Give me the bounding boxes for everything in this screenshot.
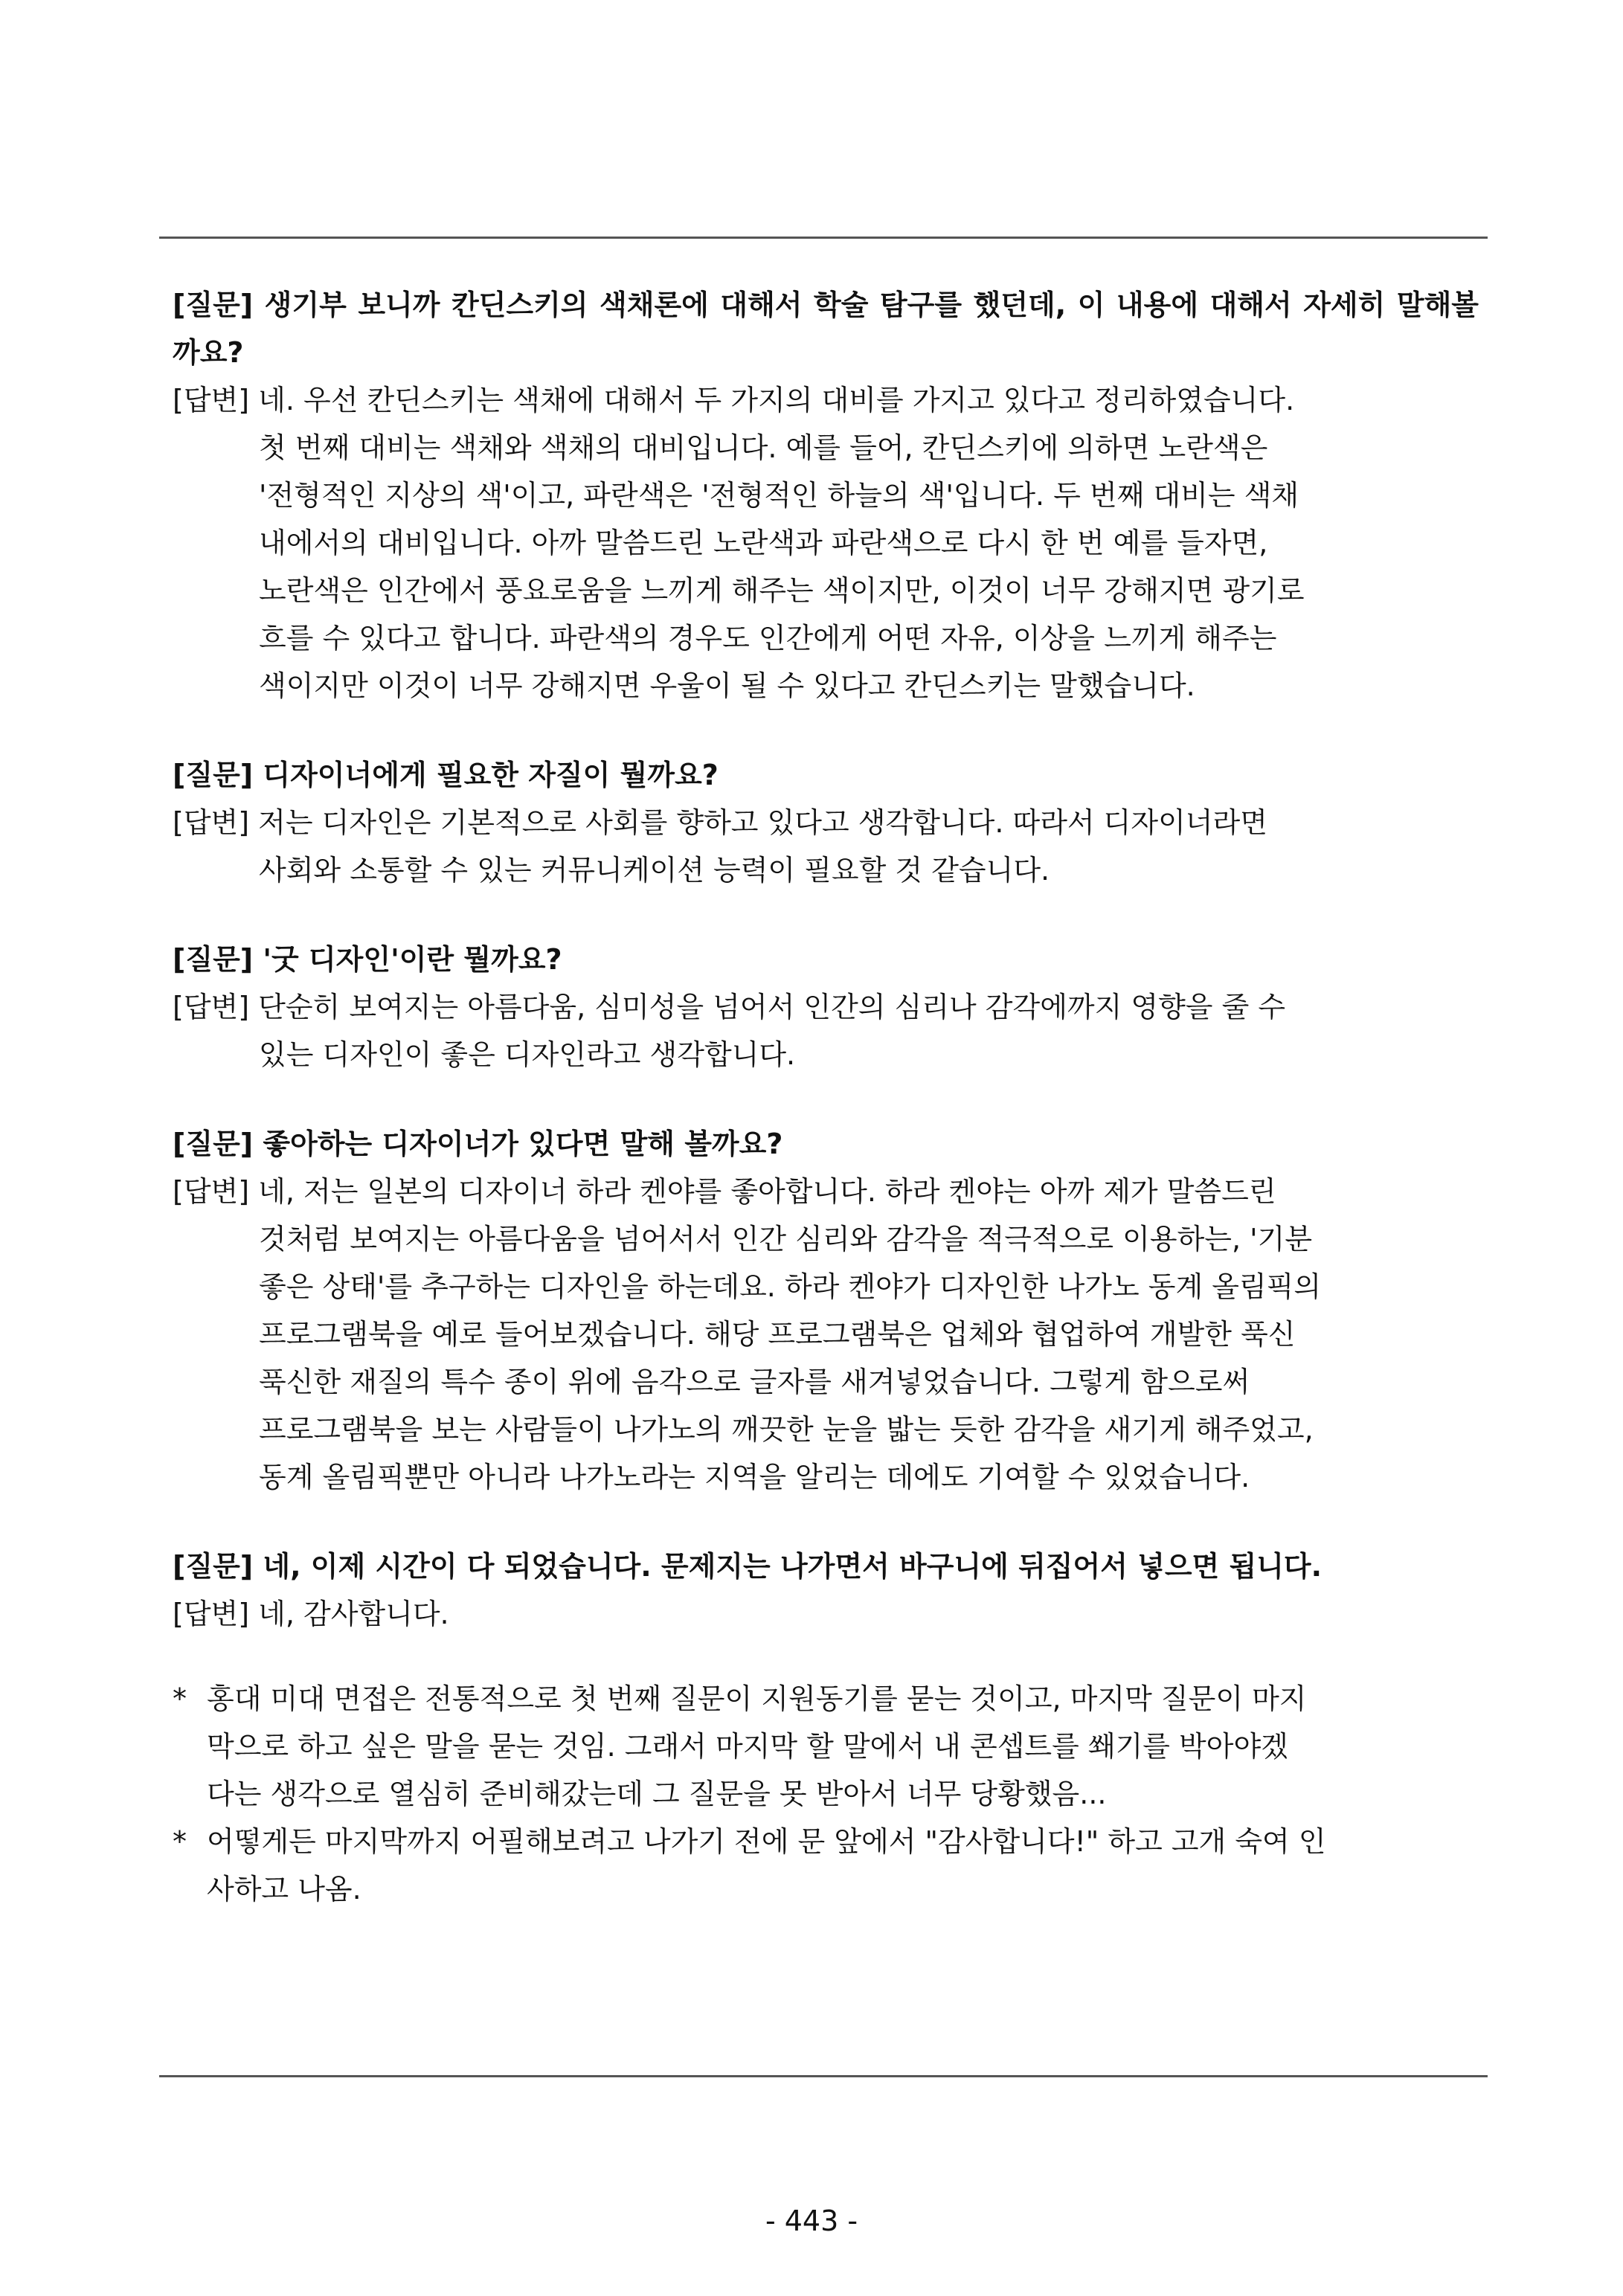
answer-line: 사회와 소통할 수 있는 커뮤니케이션 능력이 필요할 것 같습니다. <box>259 854 1050 887</box>
top-divider <box>159 237 1488 239</box>
answer-line: 색이지만 이것이 너무 강해지면 우울이 될 수 있다고 칸딘스키는 말했습니다. <box>259 669 1195 702</box>
answer-line: [답변] 네. 우선 칸딘스키는 색채에 대해서 두 가지의 대비를 가지고 있다고 정리하였습니다. <box>173 384 1295 417</box>
note-1 <box>173 1675 1479 1818</box>
question-5: [질문] 네, 이제 시간이 다 되었습니다. 문제지는 나가면서 바구니에 뒤집어서 넣으면 됩니다. <box>173 1550 1322 1583</box>
answer-line: 푹신한 재질의 특수 종이 위에 음각으로 글자를 새겨넣었습니다. 그렇게 함으로써 <box>259 1366 1250 1398</box>
answer-5 <box>173 1590 1479 1638</box>
answer-line: [답변] 단순히 보여지는 아름다움, 심미성을 넘어서 인간의 심리나 감각에까지 영향을 줄 수 <box>173 991 1286 1023</box>
question-2: [질문] 디자이너에게 필요한 자질이 뭘까요? <box>173 759 719 791</box>
note-bullet: * <box>173 1825 187 1858</box>
answer-line: [답변] 네, 저는 일본의 디자이너 하라 켄야를 좋아합니다. 하라 켄야는 아까 제가 말씀드린 <box>173 1175 1276 1208</box>
note-line: 사하고 나옴. <box>207 1873 361 1906</box>
answer-line: 것처럼 보여지는 아름다움을 넘어서서 인간 심리와 감각을 적극적으로 이용하는, '기분 <box>259 1223 1313 1255</box>
answer-line: 첫 번째 대비는 색채와 색채의 대비입니다. 예를 들어, 칸딘스키에 의하면 노란색은 <box>259 431 1268 464</box>
answer-line: 동계 올림픽뿐만 아니라 나가노라는 지역을 알리는 데에도 기여할 수 있었습니다. <box>259 1461 1250 1493</box>
document-body <box>173 281 1479 1913</box>
answer-1 <box>173 376 1479 710</box>
answer-line: 있는 디자인이 좋은 디자인라고 생각합니다. <box>259 1038 796 1071</box>
note-line: 어떻게든 마지막까지 어필해보려고 나가기 전에 문 앞에서 "감사합니다!" 하고 고개 숙여 인 <box>207 1825 1326 1858</box>
bottom-divider <box>159 2075 1488 2077</box>
answer-2 <box>173 799 1479 894</box>
note-line: 홍대 미대 면접은 전통적으로 첫 번째 질문이 지원동기를 묻는 것이고, 마지막 질문이 마지 <box>207 1682 1307 1715</box>
answer-line: 좋은 상태'를 추구하는 디자인을 하는데요. 하라 켄야가 디자인한 나가노 동계 올림픽의 <box>259 1270 1322 1303</box>
answer-line: 내에서의 대비입니다. 아까 말씀드린 노란색과 파란색으로 다시 한 번 예를 들자면, <box>259 527 1268 559</box>
note-line: 막으로 하고 싶은 말을 묻는 것임. 그래서 마지막 할 말에서 내 콘셉트를 쐐기를 박아야겠 <box>207 1730 1288 1763</box>
answer-line: [답변] 저는 디자인은 기본적으로 사회를 향하고 있다고 생각합니다. 따라서 디자이너라면 <box>173 806 1267 839</box>
note-2 <box>173 1818 1479 1913</box>
answer-line: '전형적인 지상의 색'이고, 파란색은 '전형적인 하늘의 색'입니다. 두 번째 대비는 색채 <box>259 479 1299 512</box>
question-1: [질문] 생기부 보니까 칸딘스키의 색채론에 대해서 학술 탐구를 했던데, 이 내용에 대해서 자세히 말해볼까요? <box>173 289 1479 369</box>
note-line: 다는 생각으로 열심히 준비해갔는데 그 질문을 못 받아서 너무 당황했음... <box>207 1778 1107 1810</box>
answer-3 <box>173 983 1479 1078</box>
page-number: - 443 - <box>765 2205 858 2237</box>
question-3: [질문] '굿 디자인'이란 뭘까요? <box>173 943 562 976</box>
note-bullet: * <box>173 1682 187 1715</box>
question-4: [질문] 좋아하는 디자이너가 있다면 말해 볼까요? <box>173 1128 783 1160</box>
answer-4 <box>173 1168 1479 1501</box>
answer-line: 흐를 수 있다고 합니다. 파란색의 경우도 인간에게 어떤 자유, 이상을 느끼게 해주는 <box>259 622 1277 655</box>
answer-line: 노란색은 인간에서 풍요로움을 느끼게 해주는 색이지만, 이것이 너무 강해지면 광기로 <box>259 574 1305 607</box>
answer-line: [답변] 네, 감사합니다. <box>173 1598 449 1630</box>
answer-line: 프로그램북을 보는 사람들이 나가노의 깨끗한 눈을 밟는 듯한 감각을 새기게 해주었고, <box>259 1413 1314 1446</box>
answer-line: 프로그램북을 예로 들어보겠습니다. 해당 프로그램북은 업체와 협업하여 개발한 푹신 <box>259 1318 1296 1351</box>
